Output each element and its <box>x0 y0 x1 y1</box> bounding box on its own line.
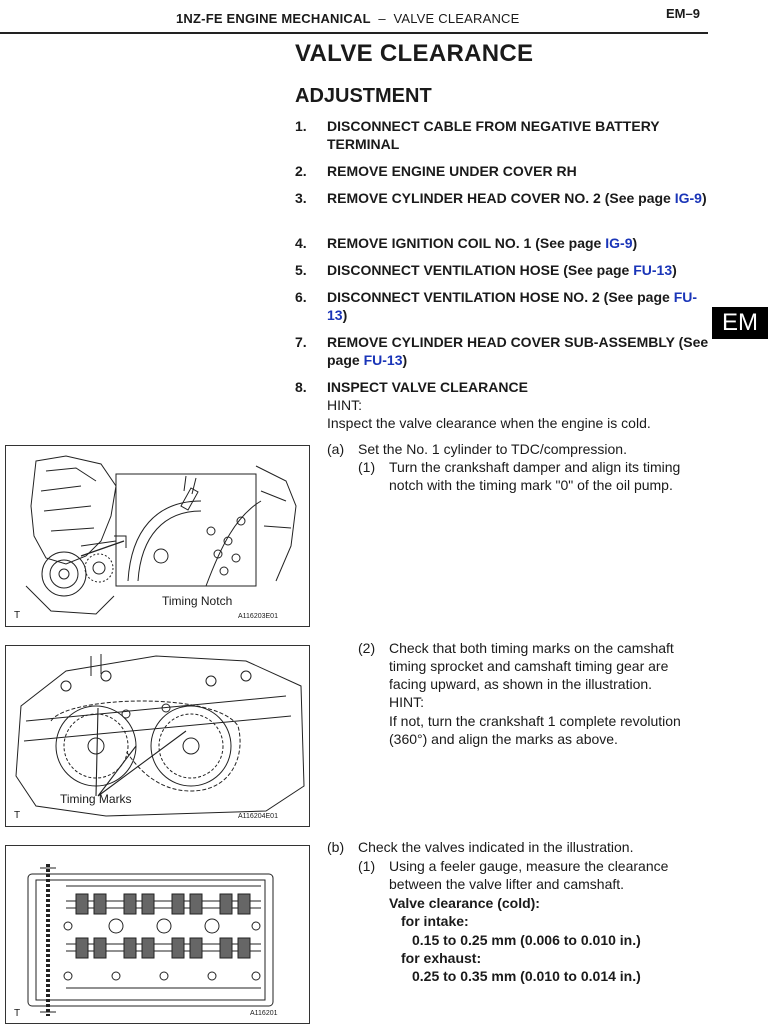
substep-a1-text: Turn the crankshaft damper and align its timing notch with the timing mark "0" of the oil pump. <box>389 459 681 493</box>
substep-a2-label: (2) <box>358 640 376 656</box>
substep-b1-text: Using a feeler gauge, measure the clearance between the valve lifter and camshaft. <box>389 858 669 892</box>
step-number: 2. <box>295 163 307 179</box>
figure-view-mark: T <box>14 610 21 621</box>
step-number: 8. <box>295 379 307 395</box>
step-text: REMOVE CYLINDER HEAD COVER SUB-ASSEMBLY (See page <box>327 334 709 368</box>
step-text: DISCONNECT VENTILATION HOSE (See page <box>327 262 634 278</box>
page-link[interactable]: FU-13 <box>327 289 698 323</box>
spec-exhaust-value: 0.25 to 0.35 mm (0.010 to 0.014 in.) <box>412 968 641 984</box>
step-number: 7. <box>295 334 307 350</box>
figure-callout-label: Timing Notch <box>162 594 233 608</box>
section-heading: ADJUSTMENT <box>295 85 432 107</box>
page-link[interactable]: FU-13 <box>633 262 673 278</box>
step-text-end: ) <box>672 262 677 278</box>
hint-text: Inspect the valve clearance when the engine is cold. <box>327 415 651 431</box>
substep-a1-label: (1) <box>358 459 376 475</box>
substep-a-text: Set the No. 1 cylinder to TDC/compression. <box>358 441 627 457</box>
step-text-end: ) <box>342 307 348 323</box>
step-number: 4. <box>295 235 307 251</box>
step-number: 6. <box>295 289 307 305</box>
spec-title: Valve clearance (cold): <box>389 895 540 911</box>
section-tab: EM <box>712 307 768 339</box>
figure-timing-notch <box>5 445 310 627</box>
page-link[interactable]: IG-9 <box>674 190 702 206</box>
substep-a2-hint-label: HINT: <box>389 694 424 710</box>
step-text-end: ) <box>632 235 638 251</box>
spec-exhaust-label: for exhaust: <box>401 950 482 966</box>
header-rule <box>0 32 708 34</box>
step-text: REMOVE ENGINE UNDER COVER RH <box>327 163 577 179</box>
substep-b1-label: (1) <box>358 858 376 874</box>
figure-code: A116204E01 <box>238 813 278 820</box>
substep-a2-hint-text: If not, turn the crankshaft 1 complete revolution (360°) and align the marks as above. <box>389 713 681 747</box>
hint-label: HINT: <box>327 397 362 413</box>
header-title-sub: VALVE CLEARANCE <box>393 11 520 26</box>
figure-view-mark: T <box>14 1008 21 1019</box>
page-link[interactable]: FU-13 <box>363 352 403 368</box>
step-text: REMOVE CYLINDER HEAD COVER NO. 2 (See page <box>327 190 675 206</box>
figure-timing-marks <box>5 645 310 827</box>
figure-callout-label: Timing Marks <box>60 792 132 806</box>
page-title: VALVE CLEARANCE <box>295 40 534 67</box>
crankshaft-damper-illustration <box>6 446 309 626</box>
step-number: 5. <box>295 262 307 278</box>
spec-intake-value: 0.15 to 0.25 mm (0.006 to 0.010 in.) <box>412 932 641 948</box>
figure-view-mark: T <box>14 810 21 821</box>
step-text: REMOVE IGNITION COIL NO. 1 (See page <box>327 235 606 251</box>
camshaft-timing-illustration <box>6 646 309 826</box>
page-number: EM–9 <box>666 6 700 21</box>
step-text-end: ) <box>701 190 707 206</box>
page-link[interactable]: IG-9 <box>605 235 633 251</box>
substep-b-label: (b) <box>327 839 345 855</box>
substep-b-text: Check the valves indicated in the illustration. <box>358 839 634 855</box>
figure-valve-layout <box>5 845 310 1024</box>
step-text-end: ) <box>402 352 408 368</box>
header-title-main: 1NZ-FE ENGINE MECHANICAL <box>176 11 371 26</box>
substep-a2-text: Check that both timing marks on the camshaft timing sprocket and camshaft timing gear are facing upward, as shown in the illustration. <box>389 640 674 692</box>
step-text: DISCONNECT CABLE FROM NEGATIVE BATTERY TERMINAL <box>327 118 660 152</box>
figure-code: A116203E01 <box>238 613 278 620</box>
header-title-separator: – <box>378 11 386 26</box>
step-number: 3. <box>295 190 307 206</box>
running-header <box>176 11 520 26</box>
step-text: INSPECT VALVE CLEARANCE <box>327 379 528 395</box>
step-text: DISCONNECT VENTILATION HOSE NO. 2 (See page <box>327 289 674 305</box>
step-number: 1. <box>295 118 307 134</box>
substep-a-label: (a) <box>327 441 345 457</box>
figure-code: A116201 <box>250 1010 278 1017</box>
cylinder-head-illustration <box>6 846 309 1023</box>
spec-intake-label: for intake: <box>401 913 469 929</box>
